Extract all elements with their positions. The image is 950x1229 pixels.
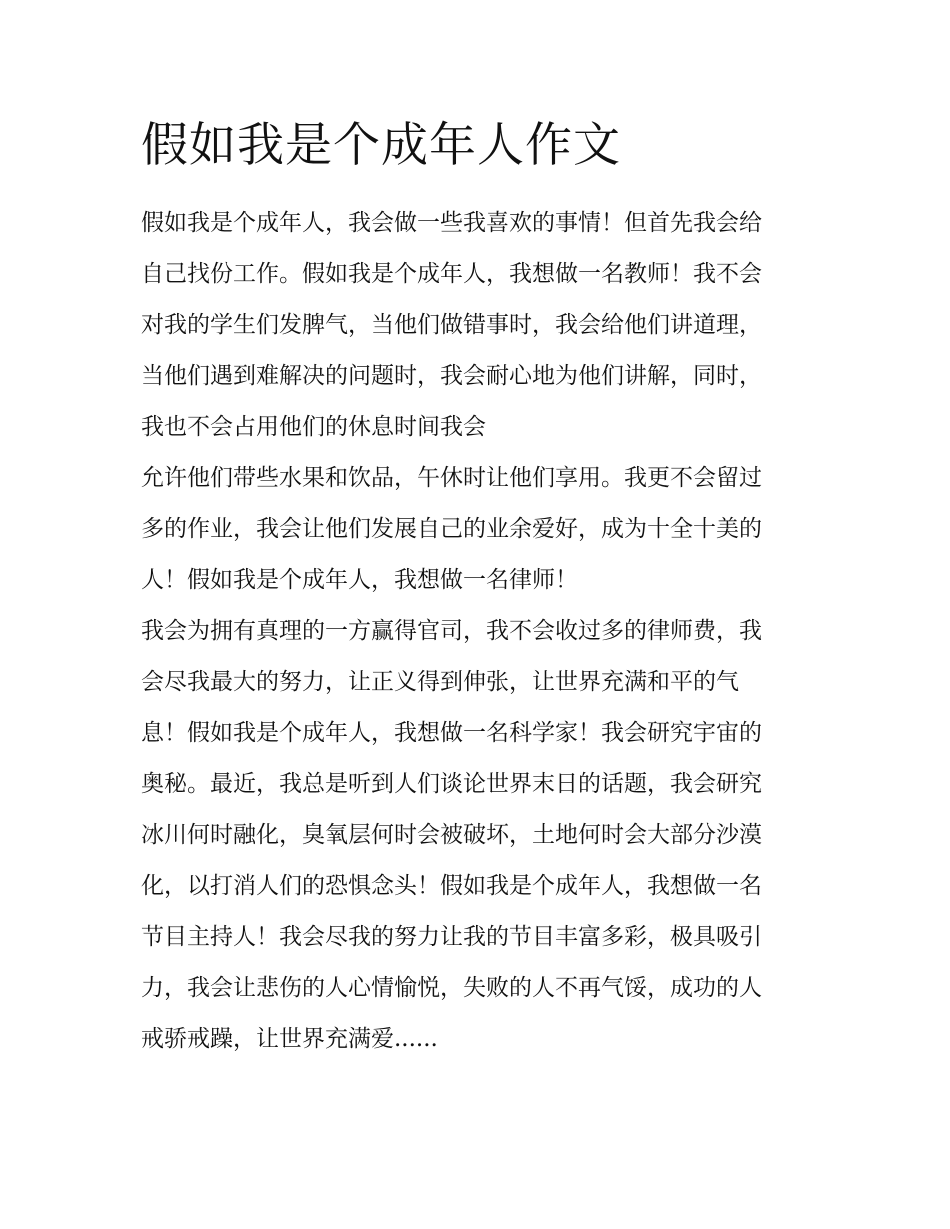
text-line: 当他们遇到难解决的问题时，我会耐心地为他们讲解，同时， [141, 363, 762, 389]
text-line: 冰川何时融化，臭氧层何时会被破坏，土地何时会大部分沙漠 [141, 822, 762, 848]
text-line: 我也不会占用他们的休息时间我会 [141, 414, 486, 440]
text-line: 戒骄戒躁，让世界充满爱...... [141, 1026, 438, 1052]
text-line: 自己找份工作。假如我是个成年人，我想做一名教师！我不会 [141, 261, 762, 287]
text-line: 我会为拥有真理的一方赢得官司，我不会收过多的律师费，我 [141, 618, 762, 644]
text-line: 节目主持人！我会尽我的努力让我的节目丰富多彩，极具吸引 [141, 924, 762, 950]
text-line: 力，我会让悲伤的人心情愉悦，失败的人不再气馁，成功的人 [141, 975, 762, 1001]
text-line: 息！假如我是个成年人，我想做一名科学家！我会研究宇宙的 [141, 720, 762, 746]
text-line: 多的作业，我会让他们发展自己的业余爱好，成为十全十美的 [141, 516, 762, 542]
essay-body [141, 198, 821, 1065]
text-line: 奥秘。最近，我总是听到人们谈论世界末日的话题，我会研究 [141, 771, 762, 797]
text-line: 人！假如我是个成年人，我想做一名律师！ [141, 567, 578, 593]
text-line: 化，以打消人们的恐惧念头！假如我是个成年人，我想做一名 [141, 873, 762, 899]
page-title: 假如我是个成年人作文 [141, 118, 621, 173]
text-line: 会尽我最大的努力，让正义得到伸张，让世界充满和平的气 [141, 669, 739, 695]
text-line: 对我的学生们发脾气，当他们做错事时，我会给他们讲道理， [141, 312, 762, 338]
text-line: 允许他们带些水果和饮品，午休时让他们享用。我更不会留过 [141, 465, 762, 491]
text-line: 假如我是个成年人，我会做一些我喜欢的事情！但首先我会给 [141, 210, 762, 236]
